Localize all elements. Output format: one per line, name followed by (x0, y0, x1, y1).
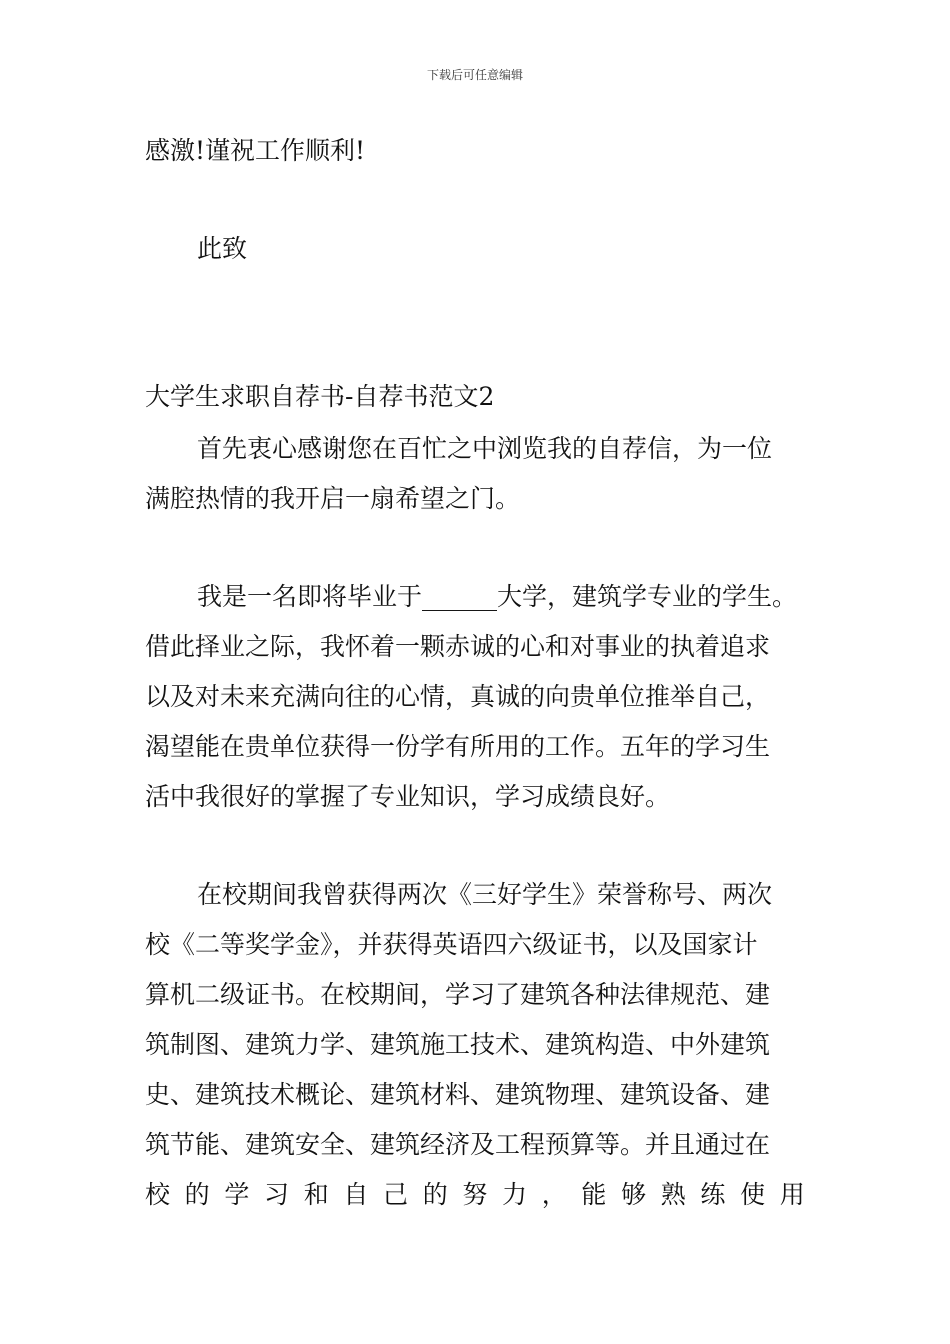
paragraph-line: 筑节能、建筑安全、建筑经济及工程预算等。并且通过在 (145, 1130, 771, 1159)
justified-char: 力 (502, 1180, 528, 1209)
paragraph-line: 满腔热情的我开启一扇希望之门。 (145, 484, 521, 513)
paragraph-line: 筑制图、建筑力学、建筑施工技术、建筑构造、中外建筑 (145, 1030, 771, 1059)
justified-char: 能 (581, 1180, 607, 1209)
salutation: 此致 (197, 234, 248, 263)
justified-char: 用 (779, 1180, 805, 1209)
justified-char: 使 (740, 1180, 766, 1209)
paragraph-line: 首先衷心感谢您在百忙之中浏览我的自荐信，为一位 (197, 434, 773, 463)
paragraph-line: 史、建筑技术概论、建筑材料、建筑物理、建筑设备、建 (145, 1080, 771, 1109)
justified-char: 自 (343, 1180, 369, 1209)
paragraph-line: 活中我很好的掌握了专业知识，学习成绩良好。 (145, 782, 671, 811)
paragraph-line: 以及对未来充满向往的心情，真诚的向贵单位推举自己， (145, 682, 771, 711)
justified-char: 己 (383, 1180, 409, 1209)
paragraph-line: 我是一名即将毕业于______大学，建筑学专业的学生。 (197, 582, 798, 611)
justified-char: 学 (224, 1180, 250, 1209)
justified-char: 和 (303, 1180, 329, 1209)
paragraph-line: 在校期间我曾获得两次《三好学生》荣誉称号、两次 (197, 880, 773, 909)
header-note: 下载后可任意编辑 (426, 68, 523, 82)
justified-char: 够 (621, 1180, 647, 1209)
paragraph-line: 校《二等奖学金》，并获得英语四六级证书，以及国家计 (145, 930, 758, 959)
justified-char: 的 (422, 1180, 448, 1209)
justified-char: 熟 (660, 1180, 686, 1209)
justified-char: ， (541, 1180, 567, 1209)
justified-char: 努 (462, 1180, 488, 1209)
paragraph-line: 算机二级证书。在校期间，学习了建筑各种法律规范、建 (145, 980, 771, 1009)
closing-thanks: 感激!谨祝工作顺利! (145, 136, 366, 165)
justified-char: 习 (264, 1180, 290, 1209)
paragraph-line-justified (145, 1180, 805, 1210)
justified-char: 校 (145, 1180, 171, 1209)
justified-char: 的 (184, 1180, 210, 1209)
justified-char: 练 (700, 1180, 726, 1209)
paragraph-line: 渴望能在贵单位获得一份学有所用的工作。五年的学习生 (145, 732, 771, 761)
paragraph-line: 借此择业之际，我怀着一颗赤诚的心和对事业的执着追求 (145, 632, 771, 661)
section-title: 大学生求职自荐书-自荐书范文2 (145, 382, 495, 411)
